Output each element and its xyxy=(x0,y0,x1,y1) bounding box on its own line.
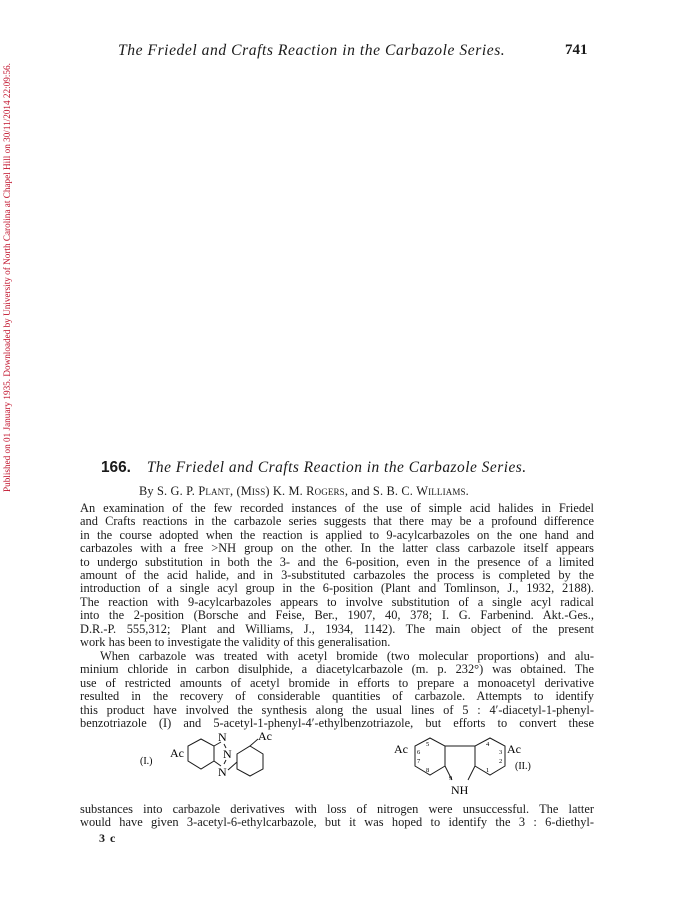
position-number: 5 xyxy=(426,741,430,748)
text-line: into the 2-position (Borsche and Feise, Ber., 1907, 40, 378; I. G. Farbenind. Akt.-Ges., xyxy=(80,608,594,623)
acetyl-label-left: Ac xyxy=(394,742,408,756)
author-williams: Williams. xyxy=(416,484,469,498)
acetyl-label-left: Ac xyxy=(170,746,184,760)
imino-label: NH xyxy=(451,783,469,797)
text-line: resulted in the recovery of considerable quantities of carbazole. Attempts to identify xyxy=(80,689,594,704)
structure-II xyxy=(390,732,570,802)
text-line: use of restricted amounts of acetyl bromide in efforts to prepare a monoacetyl derivative xyxy=(80,675,594,690)
acetyl-label-right: Ac xyxy=(258,729,272,743)
position-number: 3 xyxy=(499,749,503,756)
article-number: 166. xyxy=(101,459,131,476)
text-line: this product have involved the synthesis along the usual lines of 5 : 4′-diacetyl-1-phenyl- xyxy=(80,702,594,717)
running-head-title: The Friedel and Crafts Reaction in the Carbazole Series. xyxy=(118,42,506,59)
text-line: When carbazole was treated with acetyl bromide (two molecular proportions) and alu- xyxy=(100,649,594,663)
author-conjunction: and S. B. C. xyxy=(351,484,414,498)
position-number: 4 xyxy=(486,741,490,748)
benzene-ring xyxy=(188,739,214,769)
paragraph-1 xyxy=(80,502,594,649)
nitrogen-top: N xyxy=(218,730,227,744)
paragraph-3 xyxy=(80,803,594,830)
benzene-ring-left xyxy=(415,738,445,775)
author-title-miss: (Miss) xyxy=(236,484,270,498)
text-line: benzotriazole (I) and 5-acetyl-1-phenyl-4′-ethylbenzotriazole, but efforts to convert these xyxy=(80,715,594,730)
text-line: work has been to investigate the validity of this generalisation. xyxy=(80,634,391,649)
structure-label: (I.) xyxy=(140,756,153,767)
nitrogen-bottom: N xyxy=(218,765,227,779)
author-initials: K. M. xyxy=(272,484,303,498)
position-number: 2 xyxy=(499,758,503,765)
text-line: amount of the acid halide, and in 3-substituted carbazoles the process is completed by the xyxy=(80,567,594,582)
paragraph-2 xyxy=(80,650,594,730)
benzene-ring-right xyxy=(475,738,505,775)
page-number: 741 xyxy=(565,42,588,58)
text-line: in the course adopted when the reaction is applied to 9-acylcarbazoles on the one hand and xyxy=(80,527,594,542)
position-number: 8 xyxy=(426,767,430,774)
position-number: 7 xyxy=(417,758,421,765)
nitrogen-mid: N xyxy=(223,747,232,761)
author-plant: Plant, xyxy=(198,484,234,498)
position-number: 1 xyxy=(486,767,490,774)
phenyl-ring xyxy=(237,746,263,776)
acetyl-label-right: Ac xyxy=(507,742,521,756)
text-line: introduction of a single acyl group in the 6-position (Plant and Tomlinson, J., 1932, 2188). xyxy=(80,581,594,596)
text-line: An examination of the few recorded instances of the use of simple acid halides in Friedel xyxy=(80,501,594,515)
structure-label: (II.) xyxy=(515,761,531,772)
position-number: 6 xyxy=(417,749,421,756)
structure-I xyxy=(140,728,310,792)
text-line: would have given 3-acetyl-6-ethylcarbazole, but it was hoped to identify the 3 : 6-diethyl- xyxy=(80,815,594,830)
author-rogers: Rogers, xyxy=(306,484,349,498)
position-number: 9 xyxy=(449,775,453,782)
author-prefix: By S. G. P. xyxy=(139,484,196,498)
signature-mark: 3 c xyxy=(99,831,117,845)
text-line: D.R.-P. 555,312; Plant and Williams, J., 1934, 1142). The main object of the present xyxy=(80,621,594,636)
text-line: substances into carbazole derivatives with loss of nitrogen were unsuccessful. The latter xyxy=(80,802,594,816)
text-line: and Crafts reactions in the carbazole series suggests that there may be a profound difference xyxy=(80,514,594,529)
article-title: The Friedel and Crafts Reaction in the Carbazole Series. xyxy=(146,459,527,476)
article-heading xyxy=(101,459,527,477)
text-line: carbazoles with a free >NH group on the other. In the latter class carbazole itself appears xyxy=(80,541,594,556)
author-line xyxy=(139,484,469,499)
text-line: The reaction with 9-acylcarbazoles appears to involve substitution of a single acyl radical xyxy=(80,594,594,609)
margin-note: Published on 01 January 1935. Downloaded by University of North Carolina at Chapel Hill on 30/11/2014 22:09:56. xyxy=(2,63,12,492)
text-line: to undergo substitution in both the 3- and the 6-position, even in the presence of a limited xyxy=(80,554,594,569)
text-line: minium chloride in carbon disulphide, a diacetylcarbazole (m. p. 232°) was obtained. The xyxy=(80,662,594,677)
